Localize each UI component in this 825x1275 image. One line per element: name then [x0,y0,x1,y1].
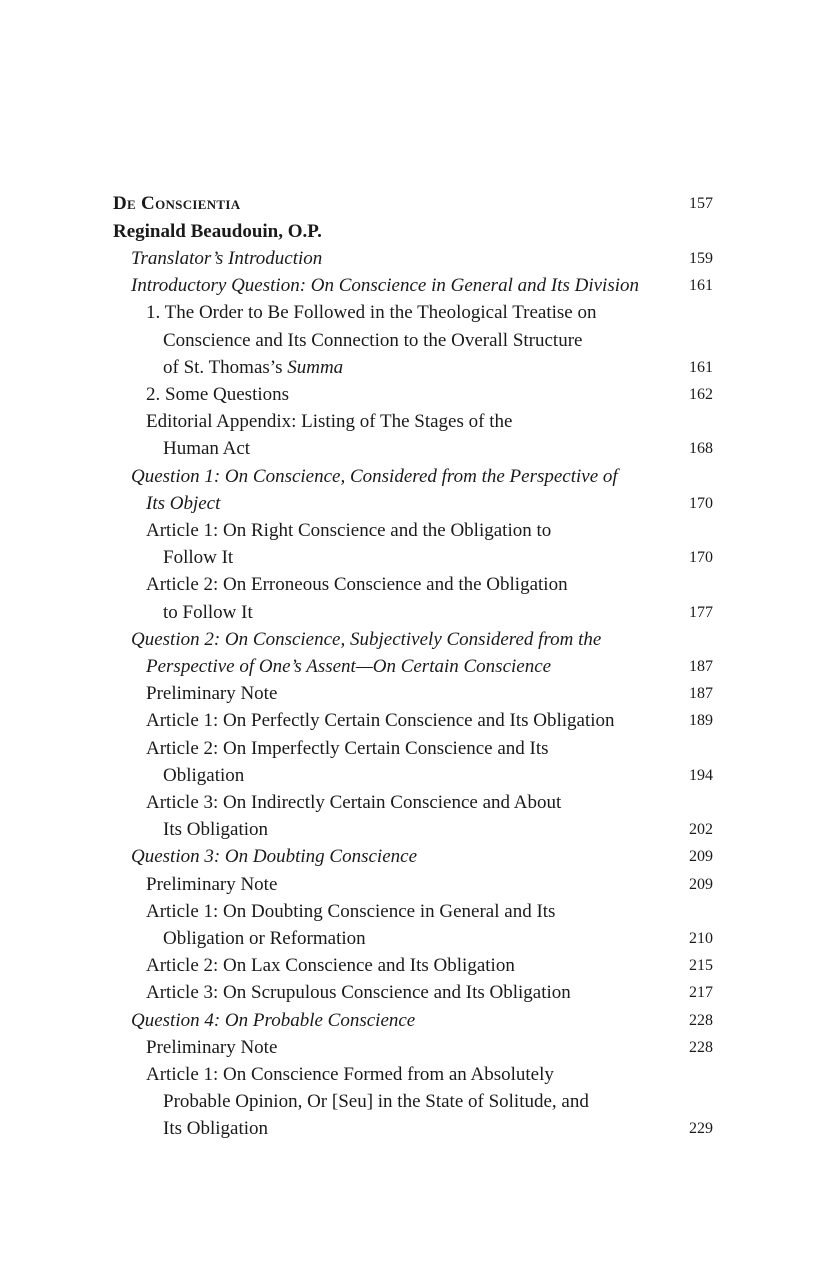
toc-entry-line [0,952,825,979]
toc-entry-line [0,299,825,326]
toc-entry-line [0,1007,825,1034]
toc-entry-text: Article 3: On Scrupulous Conscience and Its Obligation [146,982,571,1003]
toc-page-number: 210 [689,930,713,947]
toc-entry-line [0,544,825,571]
toc-page-number: 187 [689,658,713,675]
toc-entry-text: Its Obligation [163,1118,269,1139]
toc-page-number: 162 [689,386,713,403]
toc-page-number: 177 [689,604,713,621]
section-page-number: 157 [689,195,713,212]
toc-entry-text: 1. The Order to Be Followed in the Theological Treatise on [146,302,597,323]
toc-entry-line [0,354,825,381]
toc-page-number: 228 [689,1012,713,1029]
toc-entry-text: Question 1: On Conscience, Considered from the Perspective of [131,466,618,487]
toc-entry-text: Follow It [163,547,234,568]
toc-entry-text: Conscience and Its Connection to the Overall Structure [163,330,583,351]
toc-entry-line [0,626,825,653]
toc-page-number: 159 [689,250,713,267]
toc-entry-text: Article 1: On Conscience Formed from an Absolutely [146,1064,554,1085]
toc-page-number: 161 [689,277,713,294]
toc-page-number: 170 [689,495,713,512]
toc-entry-text: to Follow It [163,602,253,623]
toc-entry-text: Article 2: On Lax Conscience and Its Obligation [146,955,515,976]
toc-page-number: 170 [689,549,713,566]
toc-entry-line [0,1088,825,1115]
toc-entry-line [0,843,825,870]
author-row [0,218,825,245]
toc-entry-text: Obligation or Reformation [163,928,366,949]
toc-entry-line [0,762,825,789]
toc-entry-text: Preliminary Note [146,874,278,895]
toc-page-number: 168 [689,440,713,457]
toc-page-number: 194 [689,767,713,784]
toc-entry-line [0,979,825,1006]
toc-entry-text: Question 2: On Conscience, Subjectively Considered from the [131,629,602,650]
toc-entry-text: Question 4: On Probable Conscience [131,1010,416,1031]
toc-entry-line [0,925,825,952]
toc-entry-text: Article 3: On Indirectly Certain Conscience and About [146,792,562,813]
toc-entry-text: Article 1: On Perfectly Certain Conscience and Its Obligation [146,710,615,731]
toc-entry-line [0,327,825,354]
toc-entry-line [0,245,825,272]
toc-entry-text: Preliminary Note [146,683,278,704]
toc-entry-text: Article 2: On Imperfectly Certain Conscience and Its [146,738,549,759]
author-name: Reginald Beaudouin, O.P. [113,221,322,242]
toc-entry-text: Its Object [146,493,221,514]
toc-entry-text: Article 1: On Right Conscience and the Obligation to [146,520,552,541]
toc-entry-text: Editorial Appendix: Listing of The Stages of the [146,411,513,432]
toc-page-number: 202 [689,821,713,838]
section-title: De Conscientia [113,193,241,214]
toc-entry-line [0,599,825,626]
toc-page-number: 161 [689,359,713,376]
toc-entry-text: Perspective of One’s Assent—On Certain Conscience [146,656,552,677]
toc-entry-line [0,816,825,843]
toc-entry-text: Question 3: On Doubting Conscience [131,846,418,867]
toc-entry-text: Obligation [163,765,245,786]
toc-entry-line [0,517,825,544]
toc-page-number: 187 [689,685,713,702]
toc-entry-text: of St. Thomas’s [163,357,288,378]
toc-entry-text: Translator’s Introduction [131,248,323,269]
toc-entry-text: Preliminary Note [146,1037,278,1058]
toc-entry-text: Its Obligation [163,819,269,840]
toc-entry-text: 2. Some Questions [146,384,290,405]
toc-entry-text: Article 1: On Doubting Conscience in General and Its [146,901,556,922]
toc-entry-line [0,707,825,734]
section-heading-row [0,190,825,217]
toc-page-number: 217 [689,984,713,1001]
toc-entry-line [0,680,825,707]
toc-entry-italic-title: Summa [287,357,344,378]
toc-entry-line [0,1061,825,1088]
toc-entry-line [0,789,825,816]
toc-entry-line [0,1115,825,1142]
toc-entry-line [0,381,825,408]
toc-entry-line [0,490,825,517]
toc-page-number: 189 [689,712,713,729]
toc-page-number: 228 [689,1039,713,1056]
toc-entry-line [0,571,825,598]
toc-page-number: 209 [689,848,713,865]
toc-entry-line [0,871,825,898]
toc-entry-text: Article 2: On Erroneous Conscience and the Obligation [146,574,568,595]
toc-entry-line [0,463,825,490]
toc-page-number: 229 [689,1120,713,1137]
toc-entry-line [0,1034,825,1061]
toc-page-number: 209 [689,876,713,893]
toc-entry-text-group [163,354,343,381]
toc-entry-line [0,653,825,680]
toc-page-number: 215 [689,957,713,974]
toc-entry-text: Probable Opinion, Or [Seu] in the State of Solitude, and [163,1091,589,1112]
toc-entry-line [0,898,825,925]
toc-entry-text: Introductory Question: On Conscience in General and Its Division [131,275,639,296]
toc-entry-line [0,435,825,462]
toc-entry-line [0,272,825,299]
toc-entry-line [0,735,825,762]
toc-entry-text: Human Act [163,438,251,459]
toc-entry-line [0,408,825,435]
